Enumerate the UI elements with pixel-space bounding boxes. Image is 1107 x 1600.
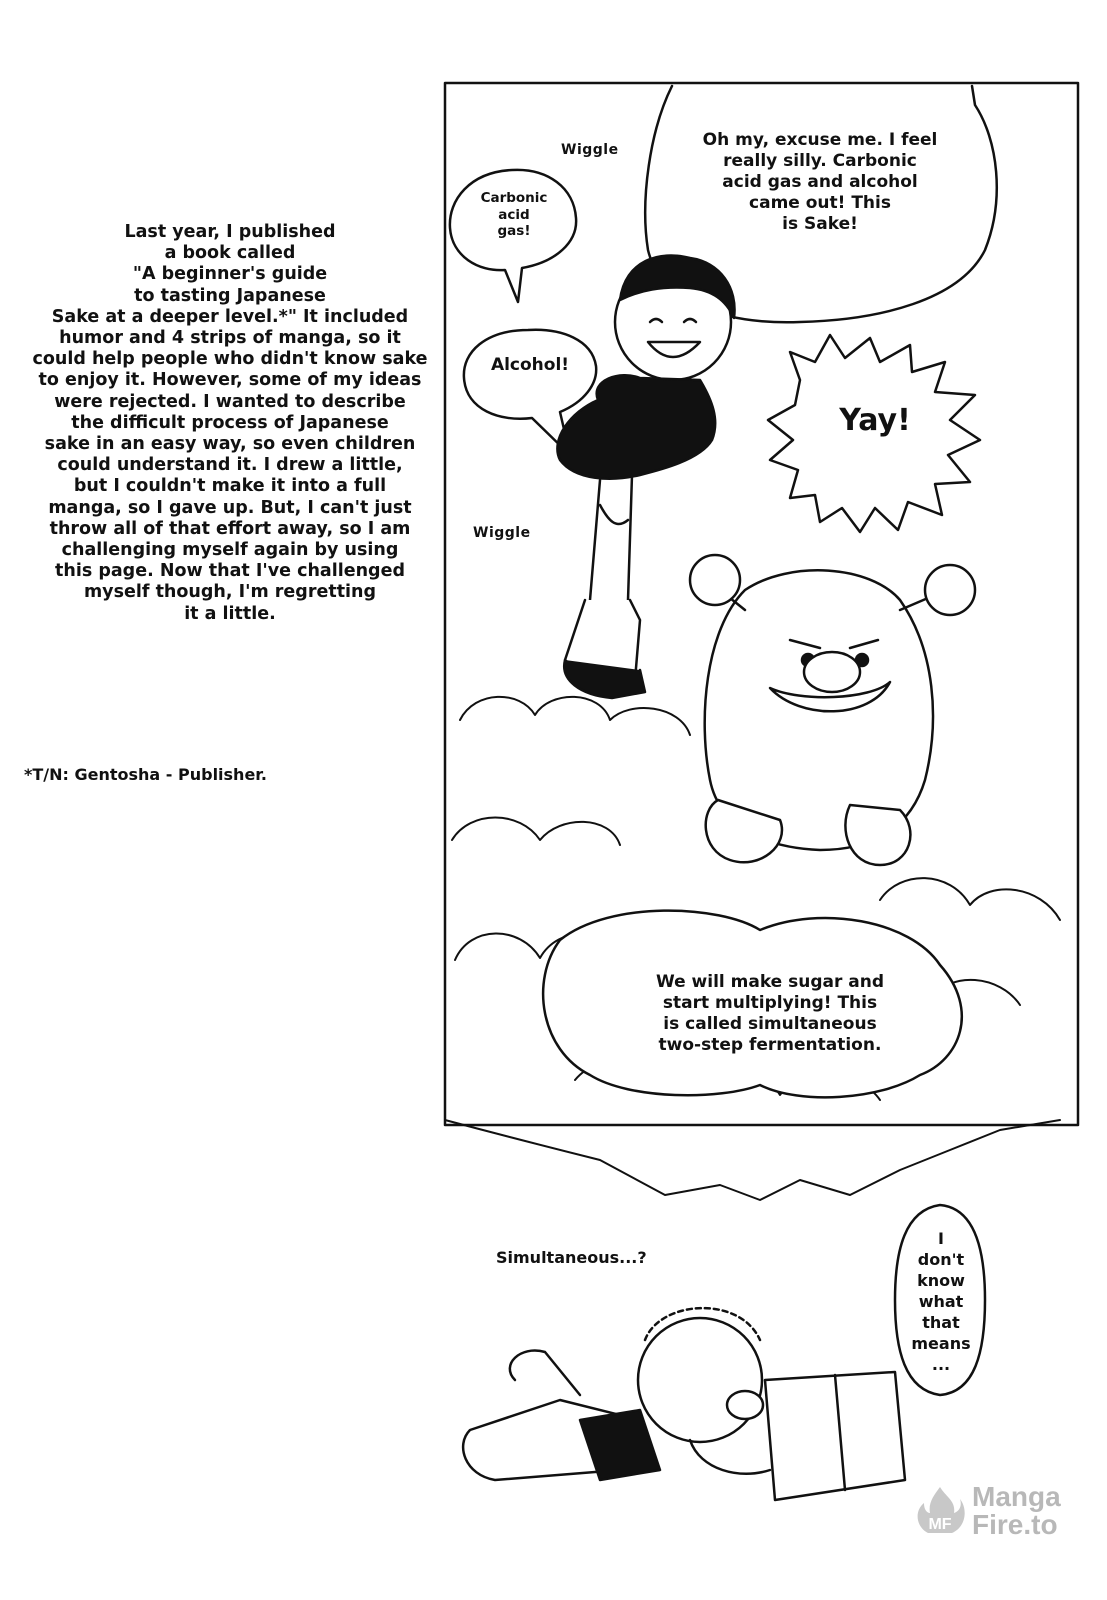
sugar-text: We will make sugar and start multiplying! This is called simultaneous two-step fermentation. [655, 972, 885, 1055]
flame-logo-icon [912, 1483, 968, 1539]
author-side-note: Last year, I published a book called "A beginner's guide to tasting Japanese Sake at a deeper level.*" It included humor and 4 strips of manga, so it could help people who didn't know sake to enjoy it. However, some of my ideas were rejected. I wanted to describe the difficult process of Japanese sake in an easy way, so even children could understand it. I drew a little, but I couldn't make it into a full manga, so I gave up. But, I can't just throw all of that effort away, so I am challenging myself again by using this page. Now that I've challenged myself though, I'm regretting it a little. [32, 222, 428, 624]
translator-footnote: *T/N: Gentosha - Publisher. [24, 765, 267, 784]
dont-know-text: I don't know what that means ... [911, 1229, 971, 1374]
watermark-line1: Manga [972, 1481, 1061, 1512]
sfx-wiggle-top: Wiggle [561, 142, 619, 158]
alcohol-text: Alcohol! [490, 355, 570, 375]
boy-character [463, 1308, 905, 1500]
girl-character [557, 255, 734, 698]
yay-text: Yay! [839, 403, 911, 438]
sfx-wiggle-mid: Wiggle [473, 525, 531, 541]
excuse-text: Oh my, excuse me. I feel really silly. Carbonic acid gas and alcohol came out! This is Sake! [702, 130, 938, 234]
mangafire-watermark [912, 1476, 1102, 1546]
simultaneous-text: Simultaneous...? [496, 1248, 647, 1267]
carbonic-text: Carbonic acid gas! [480, 190, 548, 239]
yeast-character [690, 555, 975, 865]
svg-text:MF: MF [928, 1516, 952, 1533]
watermark-line2: Fire.to [972, 1509, 1058, 1540]
